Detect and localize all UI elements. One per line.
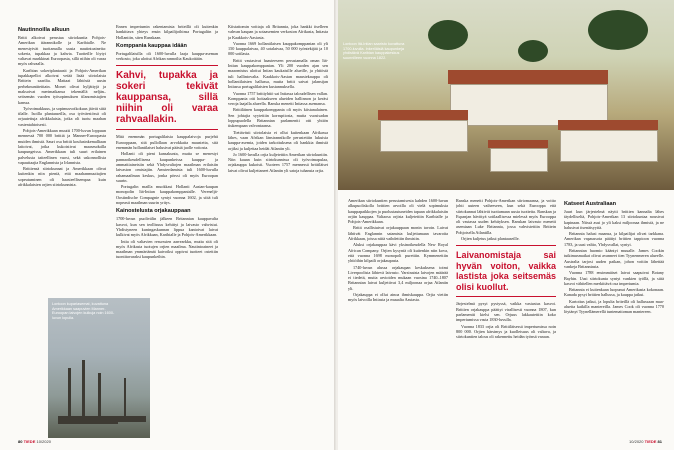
ship-silhouette — [82, 360, 85, 418]
section-heading: Nautinnoilla alkuun — [18, 27, 70, 33]
tree-shape — [428, 20, 468, 50]
body-paragraph: Brittiensä siirtokunnat ja Amerikkaan olivat kuitenkin niin pieniä, että maahanmuuttajien sopeutuminen oli haasteellisempaa kuin afrikkalaisten orjien siirtokunnista. — [18, 166, 106, 188]
building-roof — [488, 140, 548, 148]
brand-name: TIEDE — [644, 439, 657, 444]
body-paragraph: Vuonna 1757 brittiyhtiö sai Intiassa taloudellisen vallan. Komppania otti hoitaakseen alueiden hallinnon ja keräsi veroja laajalla alueella. Ranska menetti Intiassa asemansa. — [228, 90, 328, 107]
tree-shape — [588, 10, 648, 50]
body-paragraph: Orjakauppa ei ollut ainoa ihmiskauppa. Orjia vietiin myös laivoilla Intiasta ja muualta Aasiasta. — [348, 292, 448, 303]
ship-silhouette — [98, 373, 101, 418]
left-column-3 — [228, 24, 328, 424]
body-paragraph: Britannia ei kuitenkaan luopunut Amerikasta kokonaan. Kanada pysyi brittien hallussa, ja kauppa jatkui. — [564, 287, 664, 298]
body-paragraph: Jo 1600-luvulla orjia kuljetettiin Amerikan siirtokuntiin. Niin kauan kuin siirtokunnissa oli työvoimapulaa, orjakauppa kukoisti. Vuoteen 1757 mennessä brittiläiset laivat olivat kuljettaneet Atlantin yli satoja tuhansia orjia. — [228, 151, 328, 173]
building-shape — [560, 130, 658, 162]
right-page — [338, 0, 674, 450]
page-number: 80 — [18, 439, 23, 444]
brand-name: TIEDE — [23, 439, 36, 444]
body-paragraph: Hollanti oli pieni kansakunta, mutta se menestyi pannaoikeudellisena kaupunkeissa kauppa- ja ammattiaineisiin sekä Yhdysvaltojen maailman erilaisiin laivaston omistajiin. Amsterdamista tuli 1600-luvulla rahamaailman keskus, jonka pörssi oli myös Euroopan suurin. — [116, 151, 218, 183]
body-paragraph: Britit alkoivat perustaa siirtokuntia Pohjois-Amerikan itärannikolle ja Karibialle. Ne menestyivät tuottamalla uusia nautintoaineita: sokeria, tupakkaa ja kahvia. Tuotteille löytyi valtavat markkinat Euroopasta, sillä niihin oli varaa myös rahvaalla. — [18, 35, 106, 67]
body-paragraph: Pohjois-Amerikkaan muutti 1700-luvun loppuun mennessä 700 000 brittiä ja Manner-Euroopasta muiden ihmistä. Sauri osa brittit koulusinkemalliaan laitoivat, jotka kukoistivat maaseuduilla kaupungeissa. Amerikkaan tuli suuri erilainen palvelusta taiteellinen vuosi, sekä uskonnollisia vapauttaajia Englannista ja Irlannista. — [18, 128, 106, 165]
body-paragraph: Britannia halusi maansa, ja kilpailijat olivat tarkkana. Amerikan vapaussota päättyi brittien tappioon vuonna 1783, ja uusi valtio, Yhdysvallat, syntyi. — [564, 231, 664, 247]
body-paragraph: Ranska menetti Pohjois-Amerikan siirtomaansa, ja voitto johti uuteen vaiheeseen, kun sekä Eurooppa että siirtokunnat lähtivät tuottamaan uusia tuotteita. Ranskan ja Espanjan hävittyä sotilaallisessa mielessä myös Eurooppa oli vastassa uuden kehityksen. Ranskan laivasto menetti asemiaan Luke Britannia, jossa vahvistettiin Brittein Pohjoisella Atlantilla. — [456, 198, 556, 235]
body-paragraph: Vuonna 1788 ensimmäiset laivat saapuivat Botany Bayhin. Uusi siirtokunta syntyi vankien työllä, ja siitä kasvoi vähitellen merkittävä osa imperiumia. — [564, 270, 664, 286]
pull-quote: Kahvi, tupakka ja sokeri tekivät kauppansa, sillä niihin oli varaa rahvaallakin. — [116, 65, 218, 130]
issue-number: 10/2020 — [629, 439, 644, 444]
body-paragraph: 1740-luvun alussa orjakaupan keskuksena toimi Liverpoolista lähtevä laivasto. Varsinaista laivojen määrää ei tiedetä, mutta arvioiden mukaan vuosina 1740–1807 Britannian laivat kuljettivat 3,4 miljoonaa orjaa Atlantin yli. — [348, 264, 448, 291]
right-column-3 — [564, 198, 664, 428]
page-footer — [18, 439, 51, 444]
body-paragraph: Ennen imperiumin rakentamista briteillä oli kuitenkin hankittava yhteys ensin kilpailijoihinsa Portugaliin ja Hollantiin, siten Ranskaan. — [116, 24, 218, 40]
ship-hull — [58, 416, 118, 424]
illustration-caption: Lontoon Itä-Intian saaristo kuvattuna 1700-luvulla. Inkeriläisiä kaupunkeja yhdistävä Karibian kauppakeskus suunnilleen vuonna 1822. — [343, 42, 405, 60]
body-paragraph: Kiistattomin voittaja oli Britannia, joka hankki itselleen vahvan kaupan ja sotaasemien verkoston Afrikasta, Intiasta ja Kaakkois-Aasiasta. — [228, 24, 328, 40]
body-paragraph: 1700-luvun puolivälin jälkeen Britannian kauppavalta kasvoi, kun sen teollisuus kehittyi ja laivasto vahvistui. Yhdistyneen kuningaskunnan lippua kantoivat laivat kulkivat myös Afrikkaan, Karibialle ja Pohjois-Amerikkaan. — [116, 216, 218, 238]
building-shape — [490, 148, 548, 172]
illustration-caption: Lontoon kupariasemat, kuvattuna Amerikkaan saapuvien Manner-Euroopan laivojen kulkuja noin 1600-luvun lopulla. — [52, 302, 115, 320]
section-heading: Katseet Australiaan — [564, 201, 617, 207]
section-heading: Kainostelusta orjakauppaan — [116, 208, 191, 215]
issue-number: 10/2020 — [36, 439, 51, 444]
building-roof — [378, 110, 468, 120]
body-paragraph: Brittiläinen kauppakomppania oli myös kiistanalainen. Sen johtajia syytettiin korruptiosta, mutta vuosisadan loppupuolella Britannian parlamentti otti yhtiön tiukempaan valvontaansa. — [228, 107, 328, 129]
body-paragraph: Mitä enemmän portugalilaisia kauppalaivoja purjehti Eurooppaan, sitä pullollaan arvokkaita mausteita, sitä enemmän hollantilaiset halusivat päästä jaolle voitosta. — [116, 134, 218, 151]
body-paragraph: Britit osallistuivat orjakauppaan monin tavoin. Laivat lähtivät Englannin satamista kuljettamaan tavaroita Afrikkaan, joissa niitä vaihdettiin ihmisiin. — [348, 225, 448, 242]
body-paragraph: Orjien kuljetus jatkui plantaaseille. — [461, 236, 520, 242]
right-column-1 — [348, 198, 448, 428]
body-paragraph: Amerikan siirtokuntien perustamisesta kahden 1600-luvun alkupuoliskolla brittien arvoilla oli vielä sopimuksia kauppapaikkojen ja puolustautuneiden tapaan afrikkalaisiin orjiin kauppaa. Valtaosa orjista kuljetettiin Karibialle ja Pohjois-Amerikkaan. — [348, 198, 448, 225]
body-paragraph: Britit vastasivat haasteeseen perustamalla oman Itä-Intian kauppakomppanian. Yli 200 vuoden ajan sen maaomistus ulottui Intian kaukaisille alueille, ja yhtiöstä tuli hallintovalta. Kaakkois-Aasian maustekauppa oli hollantilaisten hallussa, mutta britit saivat jalansijan Intiassa portugalilaisten kustannuksella. — [228, 57, 328, 90]
section-heading: Komppania kauppaa idään — [116, 42, 187, 49]
body-paragraph: Juuri kun järjestelmä näytti brittien kannalta lähes täydelliseltä, Pohjois-Amerikan 13 siirtokuntaa nousivat kapinaan. Niissä asui jo yli kaksi miljoonaa ihmistä, ja ne halusivat itsenäisyyttä. — [564, 209, 664, 230]
left-column-2 — [116, 24, 218, 424]
body-paragraph: Intia oli valtavien resurssien aarrearkku, mutta sitä oli myös Afrikasta tuotujen orjien maailma. Nautintoaineet ja maailman ymmärtämät kaivoiksi oppivat tuotteet ostettiin tuontitavaraksi kaupunkeihin. — [116, 238, 218, 260]
right-column-2 — [456, 198, 556, 428]
pull-quote: Laivanomistaja sai hyvän voiton, vaikka lastista joka seitsemäs olisi kuollut. — [456, 245, 556, 297]
building-roof — [448, 70, 608, 84]
ship-silhouette — [68, 368, 71, 418]
body-paragraph: Tiettävästi siirtolaisia ei ollut kuitenkaan Afrikassa lähes, vaan Afrikan länsirannikolle perustettiin lukuisia kauppa-asemia, joiden tarkoituksena oli hankkia ihmisiä orjiksi ja kuljettaa heidät Atlantin yli. — [228, 129, 328, 151]
building-roof — [558, 120, 658, 130]
left-page — [0, 0, 336, 450]
left-column-1 — [18, 24, 106, 294]
plantation-illustration — [338, 0, 674, 190]
body-paragraph: Järjestelmä pysyi pystyssä, vaikka vastustus kasvoi. Brittien orjakauppa päättyi virallisesti vuonna 1807, kun parlamentti kielsi sen. Orjuus lakkautettiin koko imperiumissa vasta 1830-luvulla. — [456, 301, 556, 323]
body-paragraph: Vuonna 1833 orjia oli Brittiläisessä imperiumissa noin 800 000. Orjien kärsimys ja kuolleisuus oli valtava, ja siirtokuntien talous oli rakennettu heidän työnsä varaan. — [456, 323, 556, 340]
tree-shape — [518, 40, 548, 62]
page-number: 81 — [657, 439, 662, 444]
body-paragraph: Portugalilaisilla oli 1600-luvulla laaja kauppa-aseman verkosto, joka ulottui Afrikan rannoilta Kaukoitään. — [116, 50, 218, 62]
page-footer — [629, 439, 662, 444]
body-paragraph: Aluksi orjakauppaa kävi yksinoikeudella New Royal African Company. Orjien kysyntä oli kuitenkin niin kova, että vuonna 1698 monopoli purettiin. Kymmenettiin yhtiöihin kilpaili orjakaupasta. — [348, 242, 448, 264]
body-paragraph: Työvoimakkuus, ja sopimusvoikokuus jäivät siitä tilalle. Isoilla plantaaseilla, osa työväestössä oli orjuutettuja afrikkalaisia, jotka oli tuotu maahan vastentahtoisesti. — [18, 105, 106, 127]
body-paragraph: Britannian huomio kääntyi muualle. James Cookin tutkimusmatkat olivat avanneet tien Tyynenmeren alueelle. Australia tarjosi uuden paikan, johon voitiin lähettää vankeja Britanniasta. — [564, 248, 664, 269]
body-paragraph: Portugalin mailla muokkasi Hollanti Aasian-kaupan monopolin Itä-Intian kauppakomppanialle. Vereneljä-Oostindische Compagnie syntyi vuonna 1602, ja siitä tuli nopeasti maailman suurin yritys. — [116, 184, 218, 206]
body-paragraph: Kartoitus jatkui, ja lopulta briteillä oli hallussaan maa-alueita kaikilla mantereilla. James Cook oli vuonna 1770 löytänyt Tyynellämerellä tuntemattoman mantereen. — [564, 298, 664, 315]
body-paragraph: Karibian sokeriplantaasit ja Pohjois-Amerikan tupakkapellot alkoivat vetää lisää siirtolaisia Brittein saarilta. Mattaat lähtöstä uusin perheknuntiteittain. Monet olivat hyljättyjä ja maksoivat merimatkansa tekemällä neljän–seitsemän vuoden työsopimuksen tilanomistajien kanssa. — [18, 67, 106, 105]
body-paragraph: Vuonna 1669 hollantilaisen kauppakomppanian oli yli 150 kauppalaivaa, 40 sotalaivaa, 50 000 työntekijää ja 10 000 sotilasta. — [228, 40, 328, 57]
building-shape — [380, 120, 468, 152]
